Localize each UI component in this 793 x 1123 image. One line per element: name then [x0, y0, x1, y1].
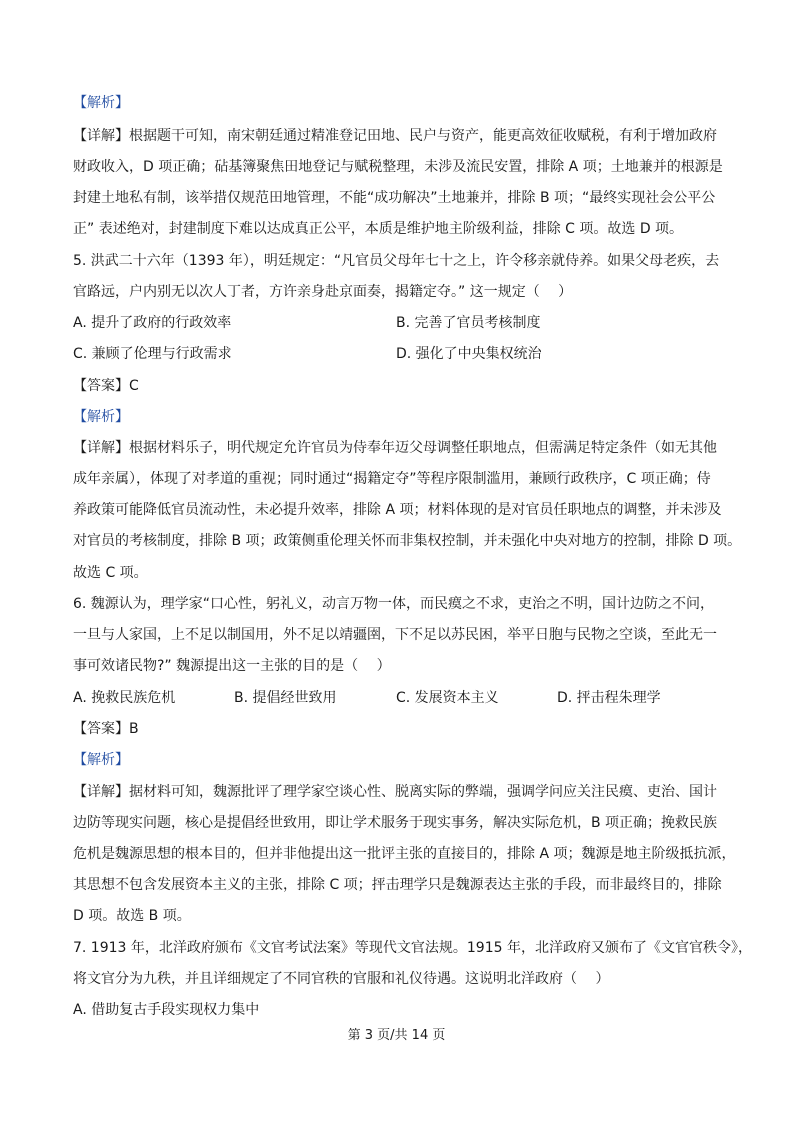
- detail-line: D 项。故选 B 项。: [73, 908, 191, 924]
- analysis-tag: 【解析】: [73, 752, 129, 768]
- option-c: C. 发展资本主义: [396, 690, 499, 706]
- detail-line: 【详解】根据题干可知，南宋朝廷通过精准登记田地、民户与资产，能更高效征收赋税，有利于增加政府: [73, 128, 717, 144]
- option-a: A. 借助复古手段实现权力集中: [73, 1002, 260, 1018]
- detail-line: 对官员的考核制度，排除 B 项；政策侧重伦理关怀而非集权控制，并未强化中央对地方的控制，排除 D 项。: [73, 533, 742, 549]
- answer: 【答案】C: [73, 378, 139, 394]
- question-stem: 一旦与人家国，上不足以制国用，外不足以靖疆圉，下不足以苏民困，举平日胞与民物之空谈，至此无一: [73, 627, 717, 643]
- question-stem: 6. 魏源认为，理学家“口心性，躬礼义，动言万物一体，而民瘼之不求，吏治之不明，国计边防之不问，: [73, 596, 715, 612]
- question-stem: 事可效诸民物?” 魏源提出这一主张的目的是（ ）: [73, 658, 391, 674]
- question-stem: 7. 1913 年，北洋政府颁布《文官考试法案》等现代文官法规。1915 年，北洋政府又颁布了《文官官秩令》，: [73, 940, 752, 956]
- question-stem: 5. 洪武二十六年（1393 年），明廷规定：“凡官员父母年七十之上，许令移亲就侍养。如果父母老疾，去: [73, 253, 720, 269]
- detail-line: 【详解】据材料可知，魏源批评了理学家空谈心性、脱离实际的弊端，强调学问应关注民瘼、吏治、国计: [73, 784, 717, 800]
- question-stem: 将文官分为九秩，并且详细规定了不同官秩的官服和礼仪待遇。这说明北洋政府（ ）: [73, 971, 610, 987]
- detail-line: 【详解】根据材料乐子，明代规定允许官员为侍奉年迈父母调整任职地点，但需满足特定条件（如无其他: [73, 440, 717, 456]
- detail-line: 封建土地私有制，该举措仅规范田地管理，不能“成功解决”土地兼并，排除 B 项；“最终实现社会公平公: [73, 190, 716, 206]
- detail-line: 其思想不包含发展资本主义的主张，排除 C 项；抨击理学只是魏源表达主张的手段，而非最终目的，排除: [73, 877, 722, 893]
- option-a: A. 挽救民族危机: [73, 690, 176, 706]
- page-footer: 第 3 页/共 14 页: [347, 1028, 446, 1043]
- detail-line: 财政收入，D 项正确；砧基簿聚焦田地登记与赋税整理，未涉及流民安置，排除 A 项；土地兼并的根源是: [73, 159, 723, 175]
- option-d: D. 强化了中央集权统治: [396, 346, 542, 362]
- option-c: C. 兼顾了伦理与行政需求: [73, 346, 232, 362]
- option-b: B. 完善了官员考核制度: [396, 315, 541, 331]
- analysis-tag: 【解析】: [73, 409, 129, 425]
- detail-line: 危机是魏源思想的根本目的，但并非他提出这一批评主张的直接目的，排除 A 项；魏源是地主阶级抵抗派，: [73, 846, 736, 862]
- option-d: D. 抨击程朱理学: [557, 690, 661, 706]
- detail-line: 成年亲属），体现了对孝道的重视；同时通过“揭籍定夺”等程序限制滥用，兼顾行政秩序，C 项正确；侍: [73, 471, 711, 487]
- analysis-tag: 【解析】: [73, 95, 129, 111]
- detail-line: 边防等现实问题，核心是提倡经世致用，即让学术服务于现实事务，解决实际危机，B 项正确；挽救民族: [73, 815, 718, 831]
- detail-line: 养政策可能降低官员流动性，未必提升效率，排除 A 项；材料体现的是对官员任职地点的调整，并未涉及: [73, 502, 722, 518]
- option-a: A. 提升了政府的行政效率: [73, 315, 232, 331]
- answer: 【答案】B: [73, 721, 139, 737]
- question-stem: 官路远，户内别无以次人丁者，方许亲身赴京面奏，揭籍定夺。” 这一规定（ ）: [73, 284, 573, 300]
- detail-line: 正” 表述绝对，封建制度下难以达成真正公平，本质是维护地主阶级利益，排除 C 项。故选 D 项。: [73, 221, 684, 237]
- detail-line: 故选 C 项。: [73, 565, 148, 581]
- option-b: B. 提倡经世致用: [234, 690, 337, 706]
